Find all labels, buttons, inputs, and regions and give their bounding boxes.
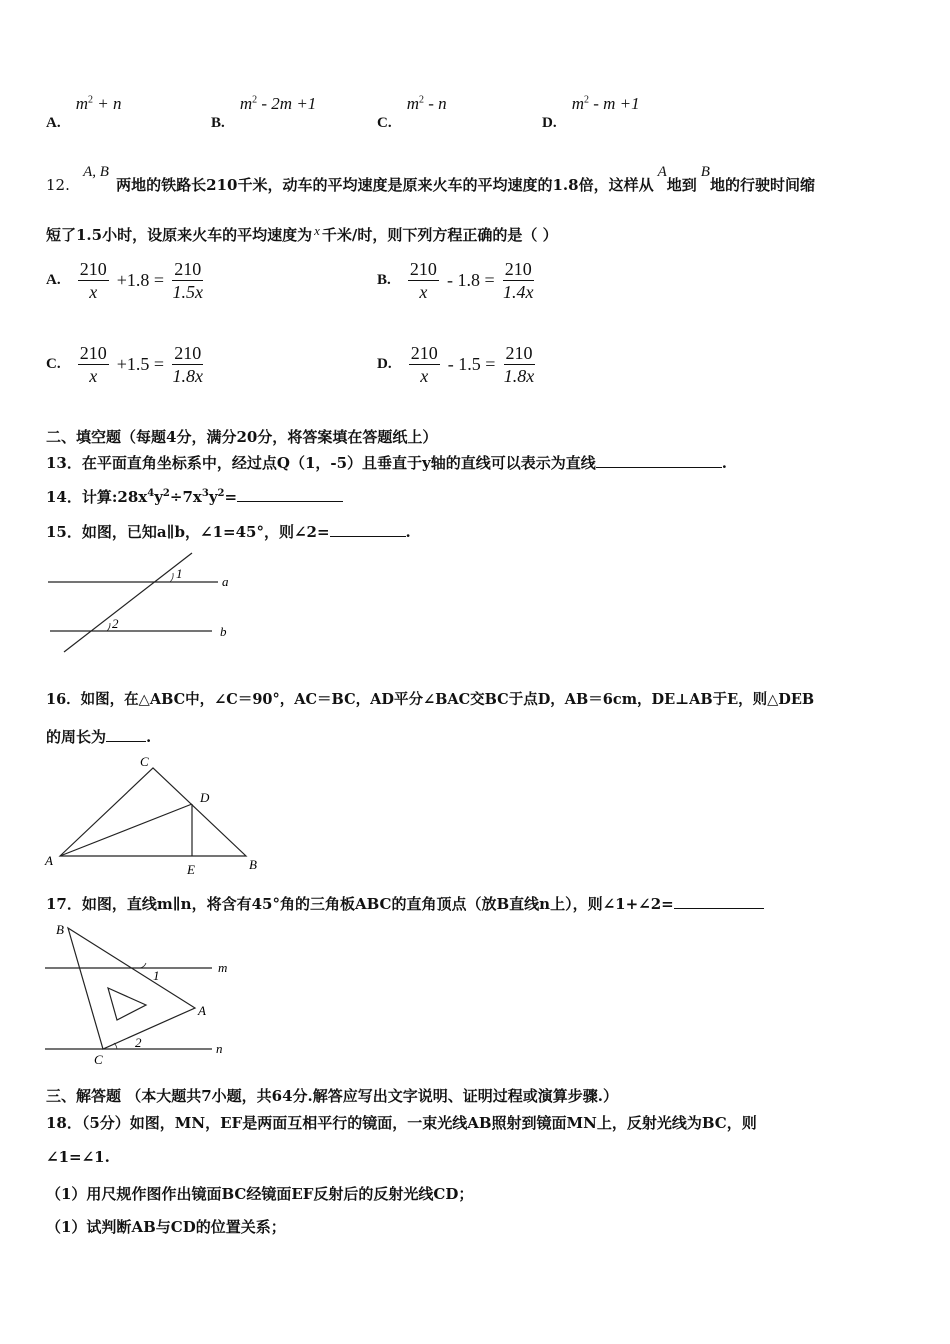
- option-label: D.: [542, 115, 557, 131]
- q15-text: 15．如图，已知a∥b，∠1=45°，则∠2=: [46, 523, 330, 541]
- angle-1-arc: [140, 963, 146, 968]
- answer-blank[interactable]: [596, 453, 722, 468]
- q12-option-c: [46, 342, 203, 387]
- exp: 3: [201, 488, 209, 499]
- angle-2-label: 2: [112, 616, 119, 631]
- var-a: A: [657, 164, 667, 180]
- q16-end: .: [146, 728, 152, 746]
- triangle-abc: [60, 768, 246, 856]
- q17-figure: [40, 918, 240, 1068]
- q12-option-a: [46, 258, 203, 303]
- option-label: C.: [46, 356, 61, 372]
- q12-line2: [46, 224, 558, 245]
- var-b: B: [700, 164, 710, 180]
- option-label: C.: [377, 115, 392, 131]
- q14-text: ÷7x: [169, 488, 202, 506]
- q11-option-d: [542, 94, 640, 132]
- triangle-board-hole: [108, 988, 146, 1020]
- vertex-e-label: E: [187, 862, 195, 877]
- q11-option-b: [211, 94, 317, 132]
- angle-2-arc: [107, 623, 110, 631]
- answer-blank[interactable]: [330, 522, 406, 537]
- line-n-label: n: [216, 1041, 223, 1056]
- fraction: $\frac{210}{x}$: [79, 259, 107, 302]
- angle-1-label: 1: [176, 566, 183, 581]
- operator: - 1.5 =: [447, 354, 496, 374]
- exp: 4: [147, 488, 155, 499]
- option-expression: $m^2 - m +1$: [571, 94, 640, 113]
- angle-1-label: 1: [153, 968, 160, 983]
- q13-end: .: [721, 454, 727, 472]
- q12-text-d: 短了1.5小时，设原来火车的平均速度为: [46, 226, 313, 244]
- var-x: x: [314, 223, 320, 238]
- vertex-c-label: C: [94, 1052, 103, 1067]
- triangle-board: [68, 928, 195, 1049]
- angle-1-arc: [170, 573, 173, 582]
- fraction: $\frac{210}{1.4x}$: [502, 259, 534, 302]
- q14-text: y: [154, 488, 163, 506]
- line-m-label: m: [218, 960, 228, 975]
- q12-option-d: [377, 342, 535, 387]
- operator: - 1.8 =: [446, 270, 495, 290]
- q14: [46, 486, 343, 507]
- fraction: $\frac{210}{1.5x}$: [172, 259, 203, 302]
- q18-line1: 18．（5分）如图，MN，EF是两面互相平行的镜面，一束光线AB照射到镜面MN上，反射光线为BC，则: [46, 1114, 757, 1132]
- option-label: B.: [377, 272, 391, 288]
- q16-figure: [40, 752, 270, 880]
- q13: [46, 452, 727, 473]
- q16-text: 的周长为: [46, 728, 107, 746]
- answer-blank[interactable]: [237, 487, 343, 502]
- q16-line2: [46, 726, 151, 747]
- q12-option-b: [377, 258, 534, 303]
- exp: 2: [217, 488, 225, 499]
- fraction: $\frac{210}{x}$: [79, 343, 107, 386]
- answer-blank[interactable]: [674, 894, 764, 909]
- q12-text-a: 两地的铁路长210千米，动车的平均速度是原来火车的平均速度的1.8倍，这样从: [116, 176, 654, 194]
- option-label: A.: [46, 272, 61, 288]
- q18-sub1: （1）用尺规作图作出镜面BC经镜面EF反射后的反射光线CD；: [46, 1185, 474, 1203]
- line-b-label: b: [220, 624, 227, 639]
- q14-text: =: [224, 488, 238, 506]
- q14-text: 14．计算:28x: [46, 488, 148, 506]
- fraction: $\frac{210}{x}$: [409, 259, 437, 302]
- q12-text-e: 千米/时，则下列方程正确的是（ ）: [321, 226, 558, 244]
- operator: +1.8 =: [116, 270, 165, 290]
- option-expression: $m^2 - 2m +1$: [239, 94, 317, 113]
- q16-line1: 16．如图，在△ABC中，∠C＝90°，AC＝BC，AD平分∠BAC交BC于点D，AB＝6cm，DE⊥AB于E，则△DEB: [46, 691, 815, 708]
- vertex-a-label: A: [45, 853, 53, 868]
- vertex-d-label: D: [200, 790, 210, 805]
- answer-blank[interactable]: [106, 727, 146, 742]
- vertex-b-label: B: [56, 922, 64, 937]
- q15-end: .: [405, 523, 411, 541]
- vertex-c-label: C: [140, 754, 149, 769]
- q17: [46, 893, 764, 914]
- vertex-a-label: A: [198, 1003, 206, 1018]
- transversal-line: [64, 553, 192, 652]
- operator: +1.5 =: [116, 354, 165, 374]
- fraction: $\frac{210}{x}$: [410, 343, 438, 386]
- section2-title: 二、填空题（每题4分，满分20分，将答案填在答题纸上）: [46, 428, 438, 446]
- option-label: D.: [377, 356, 392, 372]
- q18-line2: ∠1=∠1.: [46, 1148, 110, 1166]
- exp: 2: [162, 488, 170, 499]
- fraction: $\frac{210}{1.8x}$: [503, 343, 535, 386]
- option-label: A.: [46, 115, 61, 131]
- q13-text: 13．在平面直角坐标系中，经过点Q（1，-5）且垂直于y轴的直线可以表示为直线: [46, 454, 596, 472]
- fraction: $\frac{210}{1.8x}$: [172, 343, 203, 386]
- segment-ad: [60, 804, 192, 856]
- angle-2-label: 2: [135, 1035, 142, 1050]
- option-expression: $m^2$ - n: [406, 94, 447, 113]
- q12-line1: [46, 160, 815, 194]
- section3-title: 三、解答题 （本大题共7小题，共64分.解答应写出文字说明、证明过程或演算步骤.）: [46, 1087, 618, 1105]
- q11-option-a: [46, 94, 122, 132]
- q12-text-c: 地的行驶时间缩: [709, 176, 815, 194]
- q11-option-c: [377, 94, 447, 132]
- q12-text-b: 地到: [666, 176, 697, 194]
- option-label: B.: [211, 115, 225, 131]
- ab-label: A, B: [83, 164, 109, 180]
- q15-figure: [40, 545, 240, 660]
- q14-text: y: [208, 488, 218, 506]
- q17-text: 17．如图，直线m∥n，将含有45°角的三角板ABC的直角顶点（放B直线n上），则∠1+∠2=: [46, 895, 674, 913]
- q18-sub2: （1）试判断AB与CD的位置关系；: [46, 1218, 286, 1236]
- vertex-b-label: B: [249, 857, 257, 872]
- question-number: 12.: [46, 176, 70, 194]
- line-a-label: a: [222, 574, 229, 589]
- q15: [46, 521, 411, 542]
- option-expression: $m^2 + n$: [75, 94, 122, 113]
